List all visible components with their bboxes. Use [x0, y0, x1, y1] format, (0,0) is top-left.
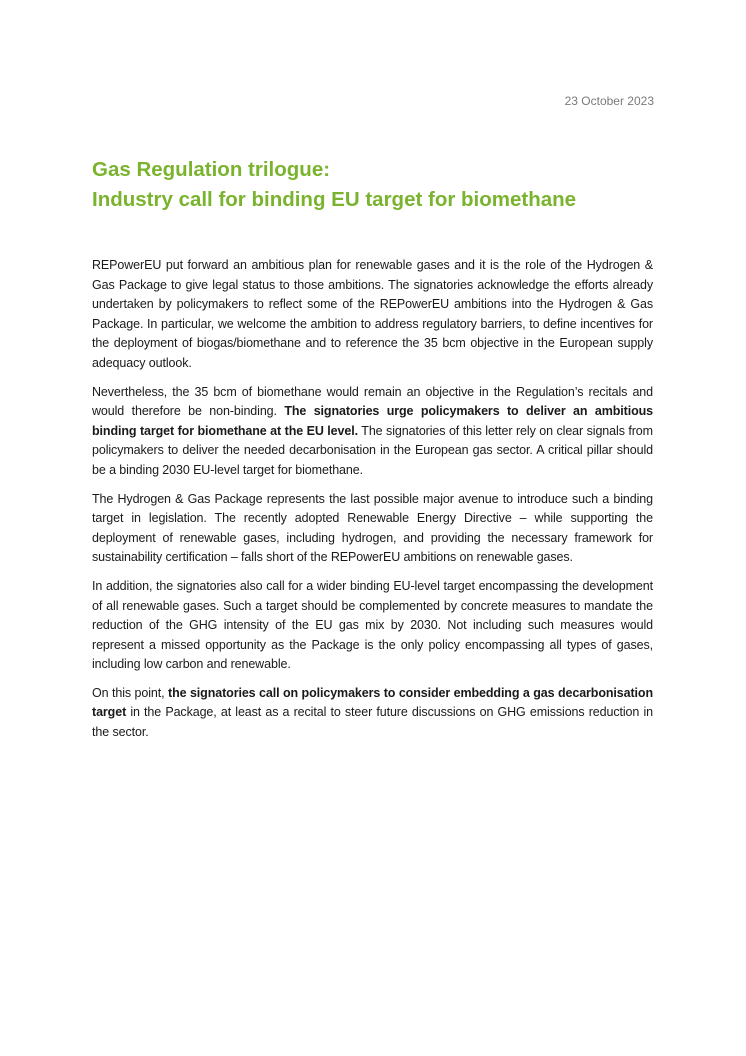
paragraph-4: In addition, the signatories also call for a wider binding EU-level target encompassing the development of all renewable gases. Such a target should be complemented by concrete measures to mandate the reduction of the GHG intensity of the EU gas mix by 2030. Not including such measures would represent a missed opportunity as the Package is the only policy encompassing all types of gases, including low carbon and renewable.	[92, 578, 653, 672]
paragraph-2-text-start: Nevertheless, the 35 bcm of biomethane would remain an objective in the Regulation’s recitals and would therefore be non-binding.	[92, 384, 653, 419]
paragraph-2	[92, 383, 653, 481]
paragraph-3: The Hydrogen & Gas Package represents the last possible major avenue to introduce such a binding target in legislation. The recently adopted Renewable Energy Directive – while supporting the deployment of renewable gases, including hydrogen, and providing the necessary framework for sustainability certification – falls short of the REPowerEU ambitions on renewable gases.	[92, 491, 653, 565]
paragraph-2-text-end: The signatories of this letter rely on clear signals from policymakers to deliver the needed decarbonisation in the European gas sector. A critical pillar should be a binding 2030 EU-level target for biomethane.	[92, 423, 653, 477]
paragraph-5-text-end: in the Package, at least as a recital to steer future discussions on GHG emissions reduction in the sector.	[92, 705, 653, 740]
paragraph-2-bold-text: The signatories urge policymakers to deliver an ambitious binding target for biomethane at the EU level.	[92, 404, 653, 438]
paragraph-5-bold-text: the signatories call on policymakers to consider embedding a gas decarbonisation target	[92, 685, 653, 720]
document-date: 23 October 2023	[564, 94, 654, 108]
paragraph-5-text-start: On this point,	[92, 685, 168, 700]
paragraph-5	[92, 684, 653, 743]
document-title	[92, 155, 662, 215]
title-line-1: Gas Regulation trilogue:	[92, 158, 331, 181]
document-body	[92, 256, 653, 752]
title-line-2: Industry call for binding EU target for biomethane	[92, 188, 577, 211]
paragraph-1: REPowerEU put forward an ambitious plan for renewable gases and it is the role of the Hydrogen & Gas Package to give legal status to those ambitions. The signatories acknowledge the efforts already undertaken by policymakers to reflect some of the REPowerEU ambitions into the Hydrogen & Gas Package. In particular, we welcome the ambition to address regulatory barriers, to define incentives for the deployment of biogas/biomethane and to reference the 35 bcm objective in the European supply adequacy outlook.	[92, 258, 653, 370]
